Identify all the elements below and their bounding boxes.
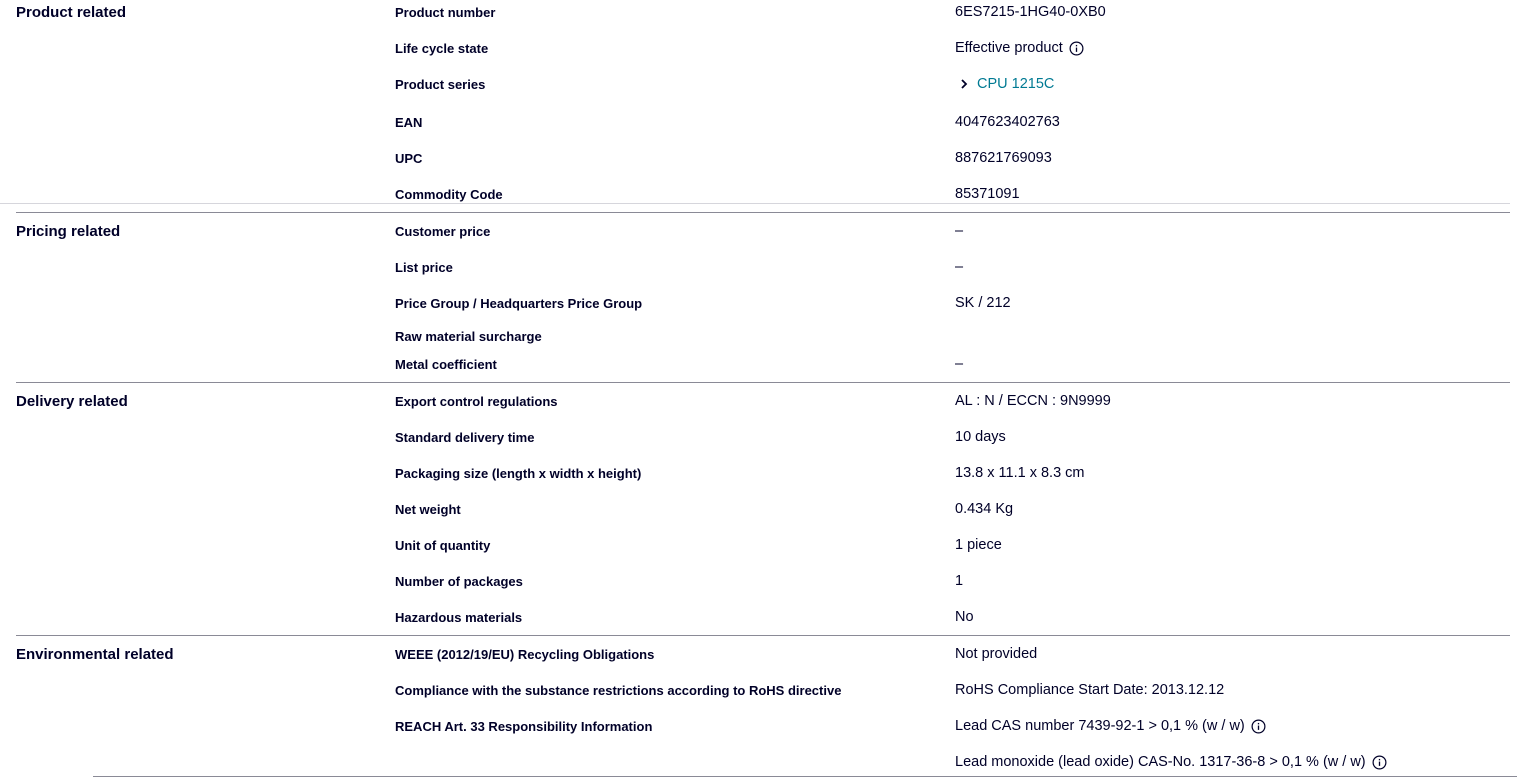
row-label: REACH Art. 33 Responsibility Information <box>395 719 653 734</box>
table-row <box>0 645 1517 665</box>
table-row <box>0 258 1517 278</box>
row-value <box>955 221 963 241</box>
divider <box>0 203 1510 204</box>
table-row <box>0 75 1517 95</box>
row-label: Export control regulations <box>395 394 558 409</box>
info-icon[interactable] <box>1251 719 1266 734</box>
row-value <box>955 499 1013 519</box>
row-value <box>955 148 1052 168</box>
table-row <box>0 536 1517 556</box>
row-label: List price <box>395 260 453 275</box>
value-text: Lead monoxide (lead oxide) CAS-No. 1317-36-8 > 0,1 % (w / w) <box>955 754 1366 770</box>
row-value <box>955 716 1266 736</box>
section-divider <box>16 212 1510 213</box>
row-label: Raw material surcharge <box>395 329 542 344</box>
table-row <box>0 500 1517 520</box>
section-divider <box>16 382 1510 383</box>
value-text: 887621769093 <box>955 150 1052 166</box>
row-value <box>955 752 1387 772</box>
row-value <box>955 2 1106 22</box>
section-title: Environmental related <box>16 646 174 663</box>
row-label: Unit of quantity <box>395 538 491 553</box>
value-text: No <box>955 609 974 625</box>
value-text: 1 piece <box>955 537 1002 553</box>
value-text: – <box>955 223 964 239</box>
row-value <box>955 354 963 374</box>
row-label: WEEE (2012/19/EU) Recycling Obligations <box>395 647 655 662</box>
row-value <box>955 293 1011 313</box>
table-row <box>0 717 1517 737</box>
table-row <box>0 392 1517 412</box>
row-value <box>955 644 1037 664</box>
info-icon[interactable] <box>1372 755 1387 770</box>
table-row <box>0 294 1517 314</box>
section-title: Product related <box>16 4 127 21</box>
table-row <box>0 608 1517 628</box>
value-text: 85371091 <box>955 186 1020 202</box>
row-value <box>955 571 963 591</box>
section-title: Delivery related <box>16 393 128 410</box>
table-row <box>0 185 1517 205</box>
row-label: Number of packages <box>395 574 523 589</box>
value-text: 0.434 Kg <box>955 501 1014 517</box>
value-text: Not provided <box>955 646 1038 662</box>
value-text: 4047623402763 <box>955 114 1060 130</box>
table-row <box>0 681 1517 701</box>
row-label: Hazardous materials <box>395 610 523 625</box>
row-value <box>955 535 1002 555</box>
table-row <box>0 327 1517 347</box>
table-row <box>0 113 1517 133</box>
table-row <box>0 39 1517 59</box>
table-row <box>0 3 1517 23</box>
chevron-right-icon <box>959 78 969 90</box>
value-text: – <box>955 356 964 372</box>
row-label: Product series <box>395 77 486 92</box>
row-label: Packaging size (length x width x height) <box>395 466 642 481</box>
section-divider <box>16 635 1510 636</box>
row-label: Standard delivery time <box>395 430 535 445</box>
value-text: RoHS Compliance Start Date: 2013.12.12 <box>955 682 1225 698</box>
table-row <box>0 222 1517 242</box>
table-row <box>0 572 1517 592</box>
value-text: 10 days <box>955 429 1006 445</box>
product-series-link[interactable] <box>955 74 1054 94</box>
value-text: – <box>955 259 964 275</box>
row-value <box>955 463 1085 483</box>
row-label: Customer price <box>395 224 491 239</box>
value-text: Lead CAS number 7439-92-1 > 0,1 % (w / w) <box>955 718 1245 734</box>
row-label: Life cycle state <box>395 41 489 56</box>
info-icon[interactable] <box>1069 41 1084 56</box>
table-row <box>0 355 1517 375</box>
row-label: Commodity Code <box>395 187 503 202</box>
row-value <box>955 607 974 627</box>
row-value <box>955 184 1020 204</box>
row-label: Product number <box>395 5 496 20</box>
row-value <box>955 427 1006 447</box>
row-label: EAN <box>395 115 423 130</box>
row-value <box>955 257 963 277</box>
value-text: SK / 212 <box>955 295 1011 311</box>
row-value <box>955 391 1111 411</box>
value-text: 6ES7215-1HG40-0XB0 <box>955 4 1106 20</box>
bottom-divider <box>93 776 1517 777</box>
value-text: 1 <box>955 573 964 589</box>
value-text: 13.8 x 11.1 x 8.3 cm <box>955 465 1085 481</box>
row-label: Price Group / Headquarters Price Group <box>395 296 643 311</box>
link-text[interactable]: CPU 1215C <box>977 76 1055 92</box>
row-label: Compliance with the substance restrictions according to RoHS directive <box>395 683 842 698</box>
table-row <box>0 149 1517 169</box>
row-value <box>955 112 1060 132</box>
row-label: UPC <box>395 151 423 166</box>
section-title: Pricing related <box>16 223 121 240</box>
row-label: Metal coefficient <box>395 357 497 372</box>
row-value <box>955 680 1224 700</box>
table-row <box>0 428 1517 448</box>
row-label: Net weight <box>395 502 461 517</box>
row-value <box>955 38 1084 58</box>
value-text: AL : N / ECCN : 9N9999 <box>955 393 1111 409</box>
table-row <box>0 464 1517 484</box>
table-row <box>0 753 1517 773</box>
value-text: Effective product <box>955 40 1063 56</box>
